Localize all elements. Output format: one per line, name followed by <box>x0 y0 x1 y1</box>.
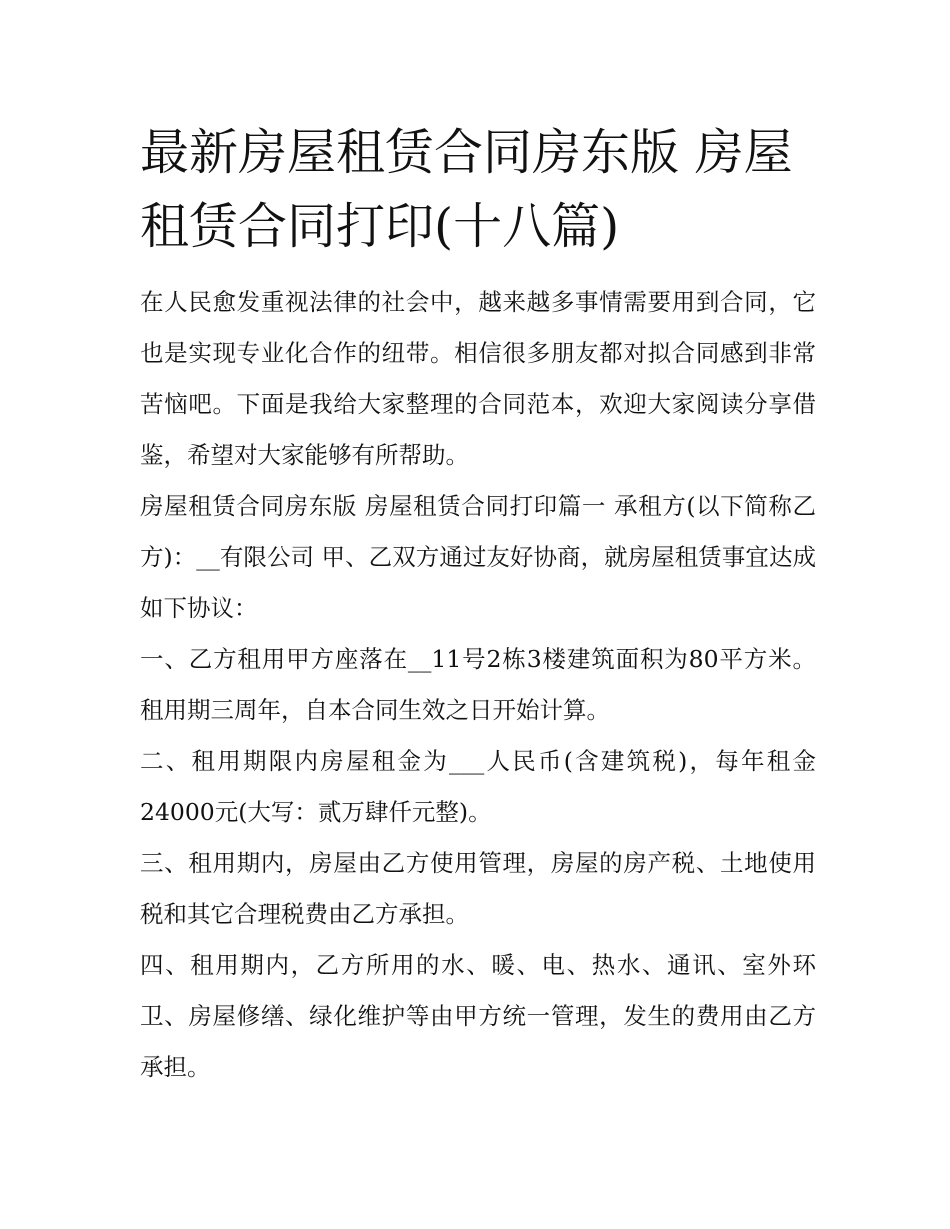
document-title: 最新房屋租赁合同房东版 房屋租赁合同打印(十八篇) <box>140 124 793 255</box>
contract-header-paragraph: 房屋租赁合同房东版 房屋租赁合同打印篇一 承租方(以下简称乙方)：__有限公司 甲、乙双方通过友好协商，就房屋租赁事宜达成如下协议： <box>140 492 816 622</box>
clause-3-paragraph: 三、租用期内，房屋由乙方使用管理，房屋的房产税、土地使用税和其它合理税费由乙方承担。 <box>140 849 816 928</box>
document-body <box>140 277 816 1093</box>
clause-4-paragraph: 四、租用期内，乙方所用的水、暖、电、热水、通讯、室外环卫、房屋修缮、绿化维护等由甲方统一管理，发生的费用由乙方承担。 <box>140 951 816 1081</box>
clause-2-paragraph: 二、租用期限内房屋租金为___人民币(含建筑税)，每年租金24000元(大写：贰万肆仟元整)。 <box>140 747 816 826</box>
clause-1-paragraph: 一、乙方租用甲方座落在__11号2栋3楼建筑面积为80平方米。租用期三周年，自本合同生效之日开始计算。 <box>140 645 816 724</box>
intro-paragraph: 在人民愈发重视法律的社会中，越来越多事情需要用到合同，它也是实现专业化合作的纽带。相信很多朋友都对拟合同感到非常苦恼吧。下面是我给大家整理的合同范本，欢迎大家阅读分享借鉴，希望对大家能够有所帮助。 <box>140 288 816 469</box>
